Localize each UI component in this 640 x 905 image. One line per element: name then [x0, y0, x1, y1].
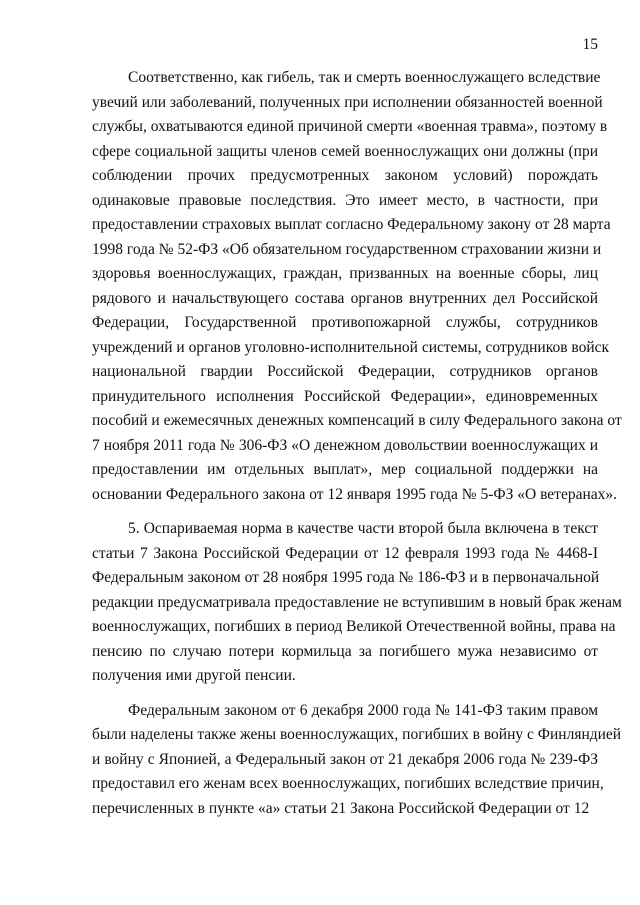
text-line: национальной гвардии Российской Федерации, сотрудников органов — [92, 363, 598, 380]
text-line: статьи 7 Закона Российской Федерации от 12 февраля 1993 года № 4468-I — [92, 544, 598, 562]
text-line: соблюдении прочих предусмотренных законом условий) порождать — [92, 167, 598, 184]
text-line: 5. Оспариваемая норма в качестве части второй была включена в текст — [128, 520, 598, 537]
text-line: военнослужащих, погибших в период Великой Отечественной войны, права на — [92, 618, 616, 635]
text-line: Федеральным законом от 28 ноября 1995 года № 186-ФЗ и в первоначальной — [92, 569, 600, 586]
paragraph — [92, 66, 622, 507]
paragraph — [92, 699, 622, 822]
text-line: сфере социальной защиты членов семей военнослужащих они должны (при — [92, 142, 598, 160]
text-line: предоставлении им отдельных выплат», мер социальной поддержки на — [92, 461, 598, 478]
text-line: рядового и начальствующего состава органов внутренних дел Российской — [92, 289, 598, 307]
text-line: редакции предусматривала предоставление не вступившим в новый брак женам — [92, 593, 622, 611]
text-line: 7 ноября 2011 года № 306-ФЗ «О денежном довольствии военнослужащих и — [92, 436, 598, 454]
text-line: одинаковые правовые последствия. Это имеет место, в частности, при — [92, 191, 598, 209]
text-line: были наделены также жены военнослужащих, погибших в войну с Финляндией — [92, 726, 622, 743]
text-line: Соответственно, как гибель, так и смерть военнослужащего вследствие — [128, 69, 601, 86]
text-line: предоставлении страховых выплат согласно Федеральному закону от 28 марта — [92, 216, 611, 233]
text-line: получения ими другой пенсии. — [92, 667, 296, 684]
text-line: перечисленных в пункте «а» статьи 21 Закона Российской Федерации от 12 — [92, 799, 590, 817]
text-line: здоровья военнослужащих, граждан, призванных на военные сборы, лиц — [92, 265, 598, 282]
text-line: пособий и ежемесячных денежных компенсаций в силу Федерального закона от — [92, 412, 622, 429]
text-line: учреждений и органов уголовно-исполнительной системы, сотрудников войск — [92, 338, 610, 356]
paragraph — [92, 517, 622, 689]
text-line: основании Федерального закона от 12 января 1995 года № 5-ФЗ «О ветеранах». — [92, 485, 618, 503]
text-line: принудительного исполнения Российской Федерации», единовременных — [92, 387, 598, 405]
text-line: увечий или заболеваний, полученных при исполнении обязанностей военной — [92, 93, 603, 111]
page-number: 15 — [582, 36, 598, 53]
text-line: Федеральным законом от 6 декабря 2000 года № 141-ФЗ таким правом — [128, 701, 598, 719]
body-text — [92, 66, 622, 821]
text-line: и войну с Японией, а Федеральный закон от 21 декабря 2006 года № 239-ФЗ — [92, 750, 598, 768]
text-line: 1998 года № 52-ФЗ «Об обязательном государственном страховании жизни и — [92, 240, 602, 258]
text-line: Федерации, Государственной противопожарной службы, сотрудников — [92, 314, 598, 331]
text-line: предоставил его женам всех военнослужащих, погибших вследствие причин, — [92, 775, 604, 792]
text-line: пенсию по случаю потери кормильца за погибшего мужа независимо от — [92, 642, 598, 660]
text-line: службы, охватываются единой причиной смерти «военная травма», поэтому в — [92, 118, 608, 135]
